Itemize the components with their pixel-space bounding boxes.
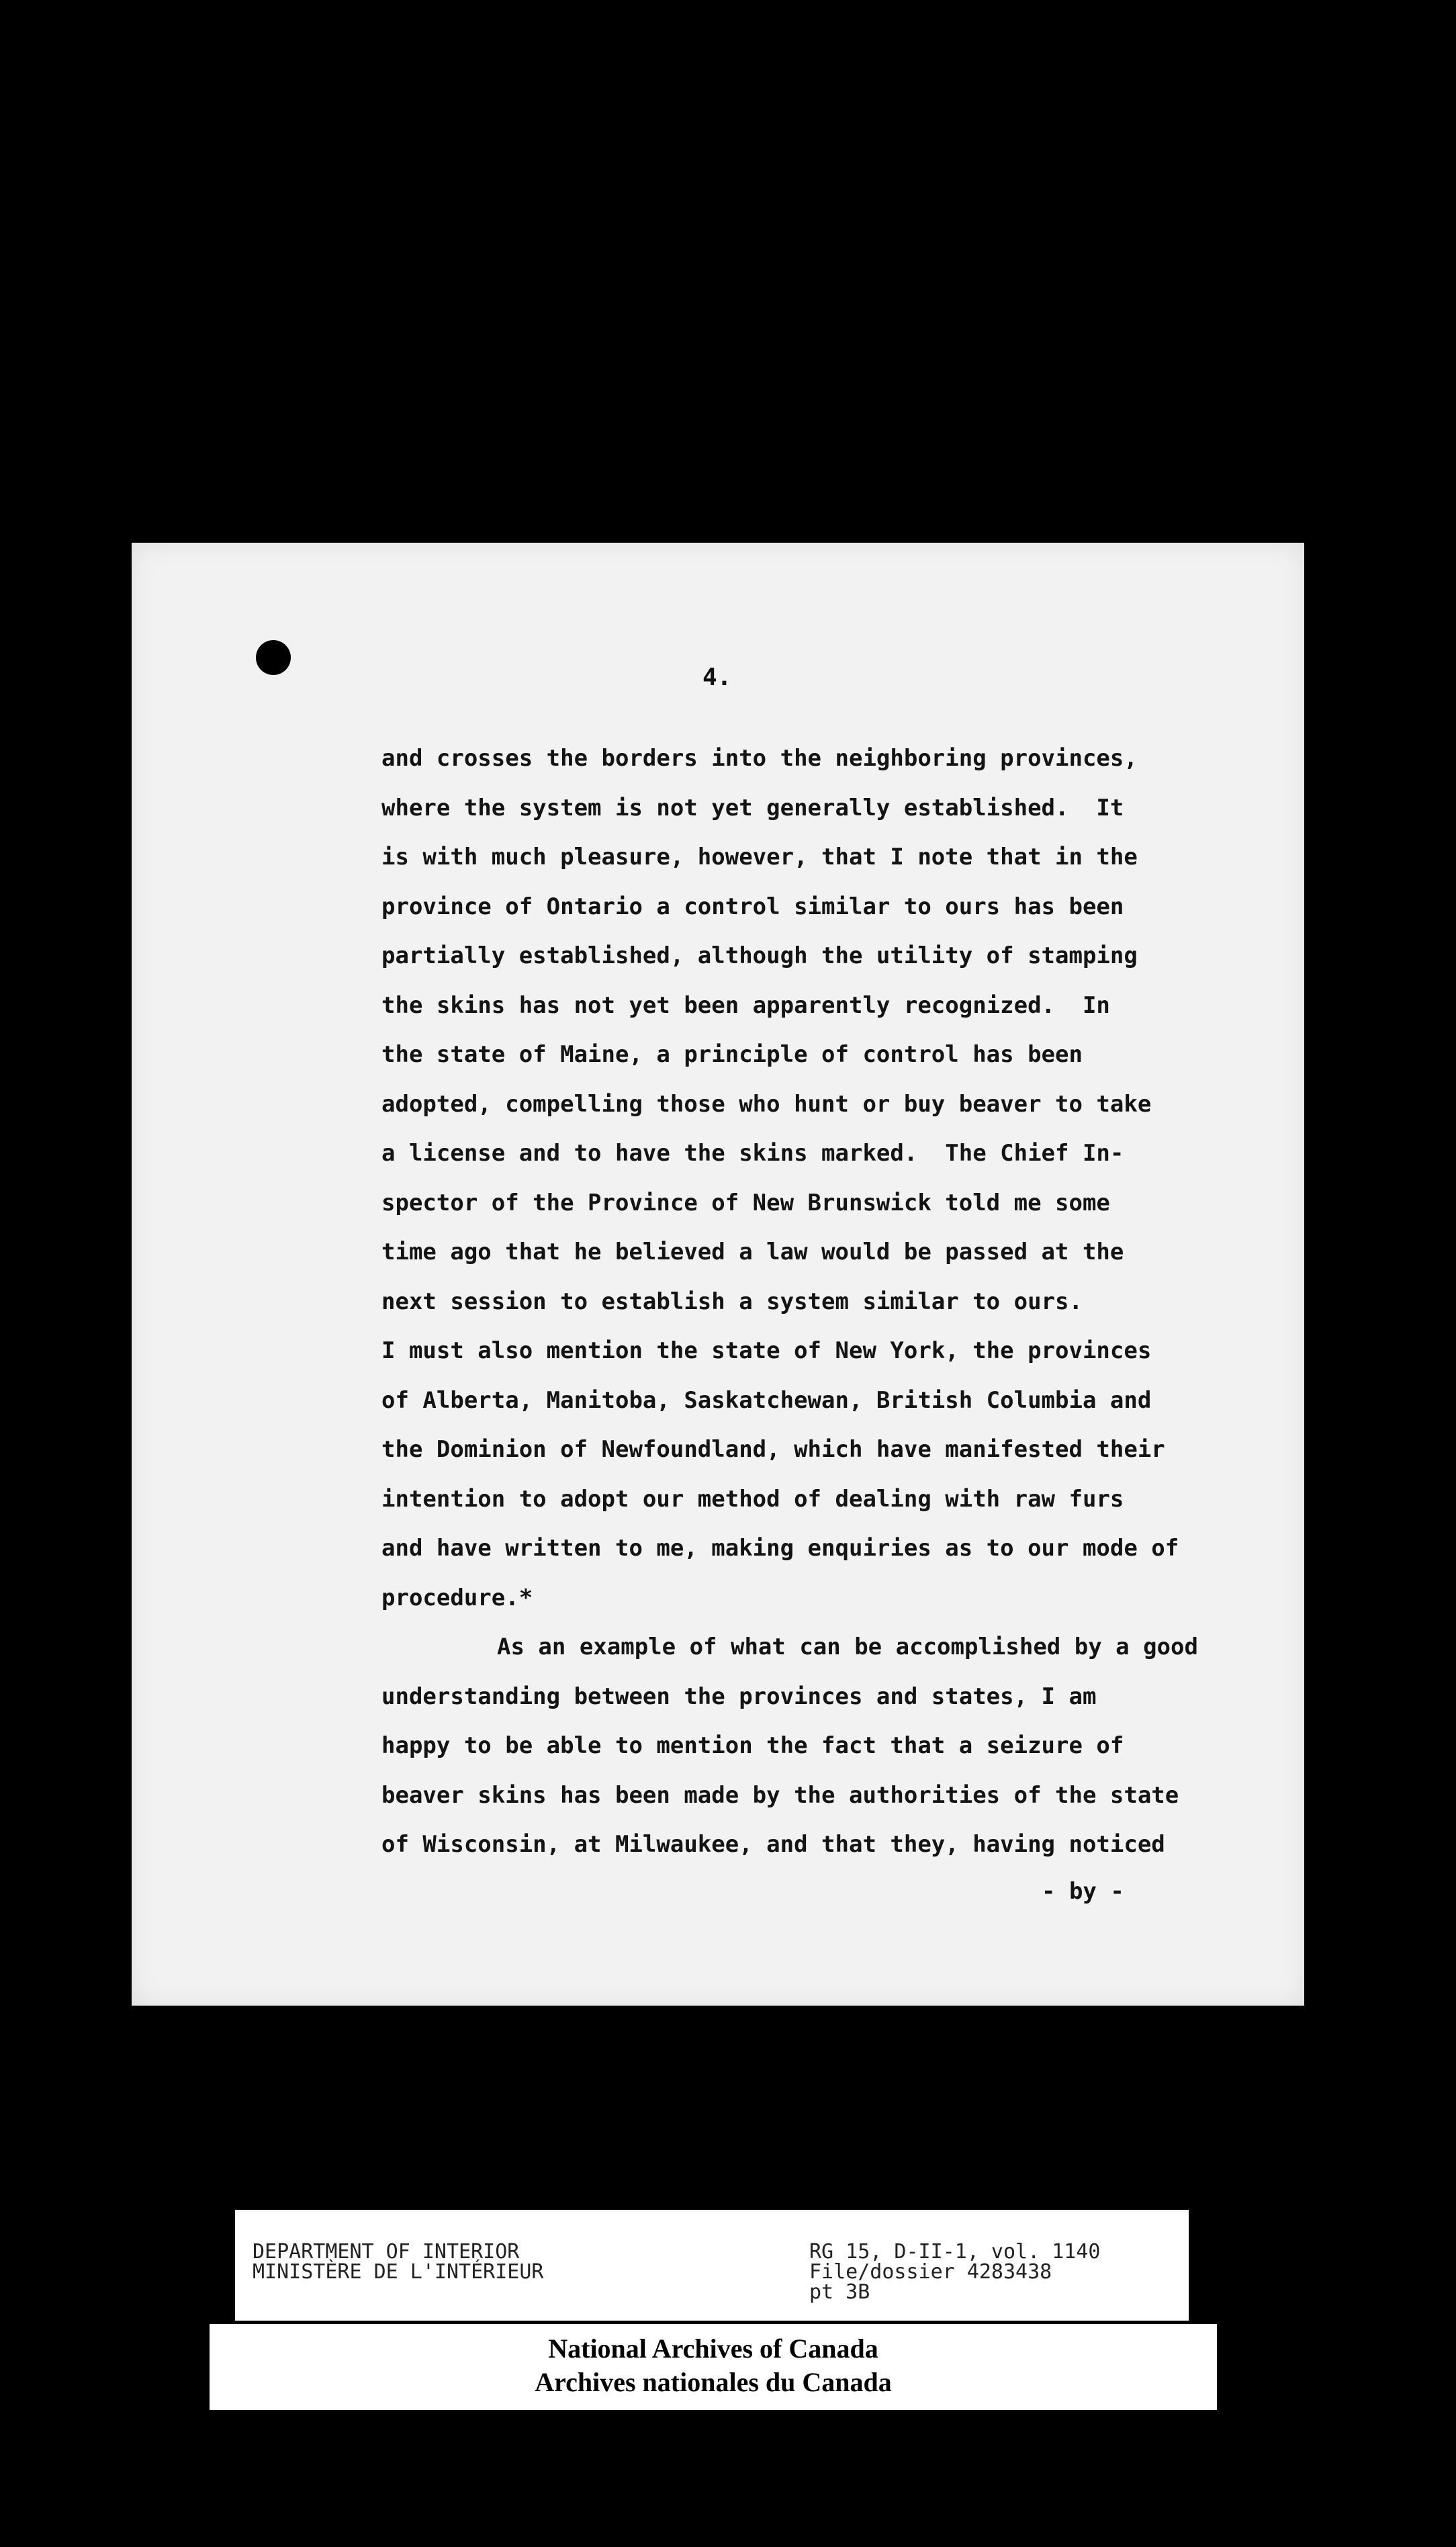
text-line: time ago that he believed a law would be passed at the: [381, 1239, 1124, 1265]
text-line: province of Ontario a control similar to ours has been: [381, 893, 1124, 920]
document-page: [132, 543, 1304, 2006]
department-block: [253, 2242, 543, 2282]
punch-hole: [256, 640, 291, 675]
text-line: intention to adopt our method of dealing with raw furs: [381, 1485, 1124, 1513]
text-line: the Dominion of Newfoundland, which have manifested their: [381, 1436, 1165, 1463]
text-line: adopted, compelling those who hunt or buy beaver to take: [381, 1090, 1152, 1118]
archives-label: [210, 2324, 1217, 2410]
text-line: where the system is not yet generally established. It: [381, 794, 1124, 821]
text-line: next session to establish a system similar to ours.: [381, 1288, 1083, 1315]
text-line: is with much pleasure, however, that I note that in the: [381, 844, 1138, 870]
record-group: RG 15, D-II-1, vol. 1140: [809, 2240, 1101, 2264]
department-fr: MINISTÈRE DE L'INTÉRIEUR: [253, 2260, 544, 2284]
department-en: DEPARTMENT OF INTERIOR: [253, 2240, 520, 2264]
text-line: As an example of what can be accomplished by a good: [497, 1634, 1198, 1660]
text-line: spector of the Province of New Brunswick told me some: [381, 1189, 1110, 1216]
text-line: of Alberta, Manitoba, Saskatchewan, British Columbia and: [381, 1386, 1152, 1414]
page-number: 4.: [702, 664, 732, 691]
text-line: partially established, although the utility of stamping: [381, 942, 1138, 969]
text-line: the skins has not yet been apparently recognized. In: [381, 991, 1110, 1019]
text-line: happy to be able to mention the fact that a seizure of: [381, 1732, 1124, 1759]
text-line: procedure.*: [381, 1584, 533, 1611]
text-line: I must also mention the state of New York, the provinces: [381, 1337, 1152, 1364]
text-line: the state of Maine, a principle of control has been: [381, 1041, 1083, 1068]
text-line: and crosses the borders into the neighboring provinces,: [381, 745, 1138, 772]
archives-name-en: National Archives of Canada: [548, 2333, 878, 2364]
file-part: pt 3B: [809, 2280, 870, 2304]
text-line: understanding between the provinces and states, I am: [381, 1683, 1097, 1710]
text-line: a license and to have the skins marked. The Chief In-: [381, 1140, 1124, 1167]
catchword: - by -: [1042, 1878, 1124, 1905]
typed-text-body: [381, 734, 1389, 1870]
file-reference-block: [809, 2242, 1100, 2303]
text-line: beaver skins has been made by the authorities of the state: [381, 1781, 1179, 1809]
file-number: File/dossier 4283438: [809, 2260, 1052, 2284]
text-line: and have written to me, making enquiries as to our mode of: [381, 1535, 1179, 1562]
archival-reference-label: [235, 2210, 1189, 2321]
archives-name-fr: Archives nationales du Canada: [535, 2367, 892, 2397]
text-line: of Wisconsin, at Milwaukee, and that they, having noticed: [381, 1831, 1165, 1858]
